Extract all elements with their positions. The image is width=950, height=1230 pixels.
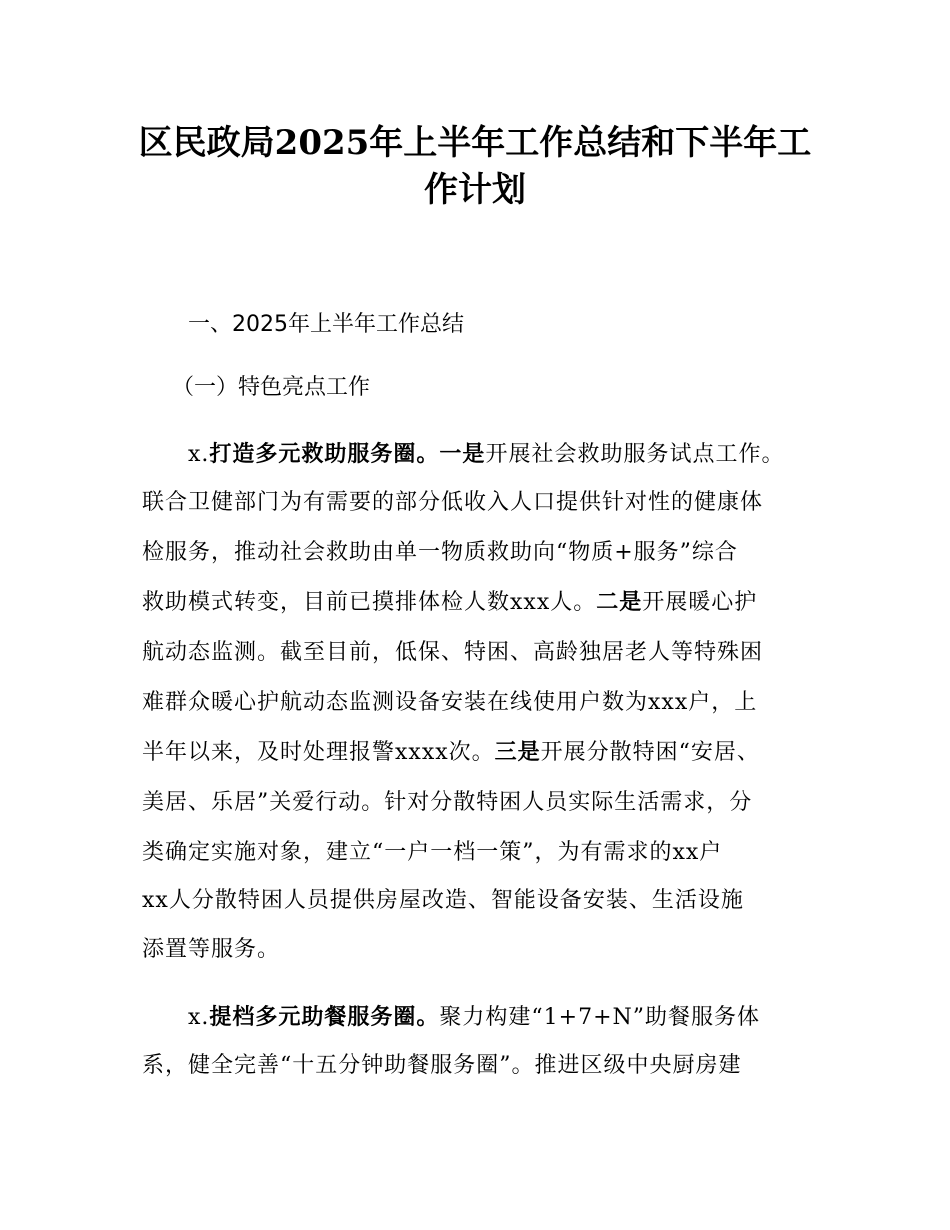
paragraph-line: 类确定实施对象，建立“一户一档一策”，为有需求的xx户: [142, 840, 723, 865]
sentence-text: 聚力构建“1+7+N”助餐服务体: [439, 1005, 761, 1030]
ordinal-marker: 三是: [494, 740, 541, 765]
paragraph-line: 美居、乐居”关爱行动。针对分散特困人员实际生活需求，分: [142, 790, 753, 815]
sentence-text: 半年以来，及时处理报警xxxx次。: [142, 740, 495, 765]
ordinal-marker: 二是: [596, 590, 643, 615]
sentence-text: 开展分散特困“安居、: [540, 740, 760, 765]
paragraph-line: 添置等服务。: [142, 937, 281, 962]
paragraph-line: 系，健全完善“十五分钟助餐服务圈”。推进区级中央厨房建: [142, 1053, 742, 1078]
document-title-line-2: 作计划: [424, 170, 526, 210]
item-number: x.: [188, 442, 210, 467]
paragraph-line: [188, 1003, 760, 1033]
sentence-text: 开展暖心护: [642, 590, 758, 615]
paragraph-line: [142, 588, 757, 618]
section-heading: 一、2025年上半年工作总结: [188, 312, 464, 337]
paragraph-line: 难群众暖心护航动态监测设备安装在线使用户数为xxx户，上: [142, 690, 758, 715]
paragraph-line: xx人分散特困人员提供房屋改造、智能设备安装、生活设施: [142, 888, 744, 913]
paragraph-line: [142, 738, 760, 768]
document-title-line-1: 区民政局2025年上半年工作总结和下半年工: [138, 123, 812, 163]
item-lead: 提档多元助餐服务圈。: [209, 1005, 440, 1030]
sentence-text: 开展社会救助服务试点工作。: [485, 442, 785, 467]
item-lead: 打造多元救助服务圈。: [209, 442, 440, 467]
paragraph-line: 检服务，推动社会救助由单一物质救助向“物质+服务”综合: [142, 540, 738, 565]
subsection-heading: （一）特色亮点工作: [172, 375, 371, 400]
item-number: x.: [188, 1005, 210, 1030]
ordinal-marker: 一是: [439, 442, 486, 467]
paragraph-line: 航动态监测。截至目前，低保、特困、高龄独居老人等特殊困: [142, 640, 764, 665]
paragraph-line: [188, 440, 784, 470]
paragraph-line: 联合卫健部门为有需要的部分低收入人口提供针对性的健康体: [142, 490, 764, 515]
sentence-text: 救助模式转变，目前已摸排体检人数xxx人。: [142, 590, 597, 615]
